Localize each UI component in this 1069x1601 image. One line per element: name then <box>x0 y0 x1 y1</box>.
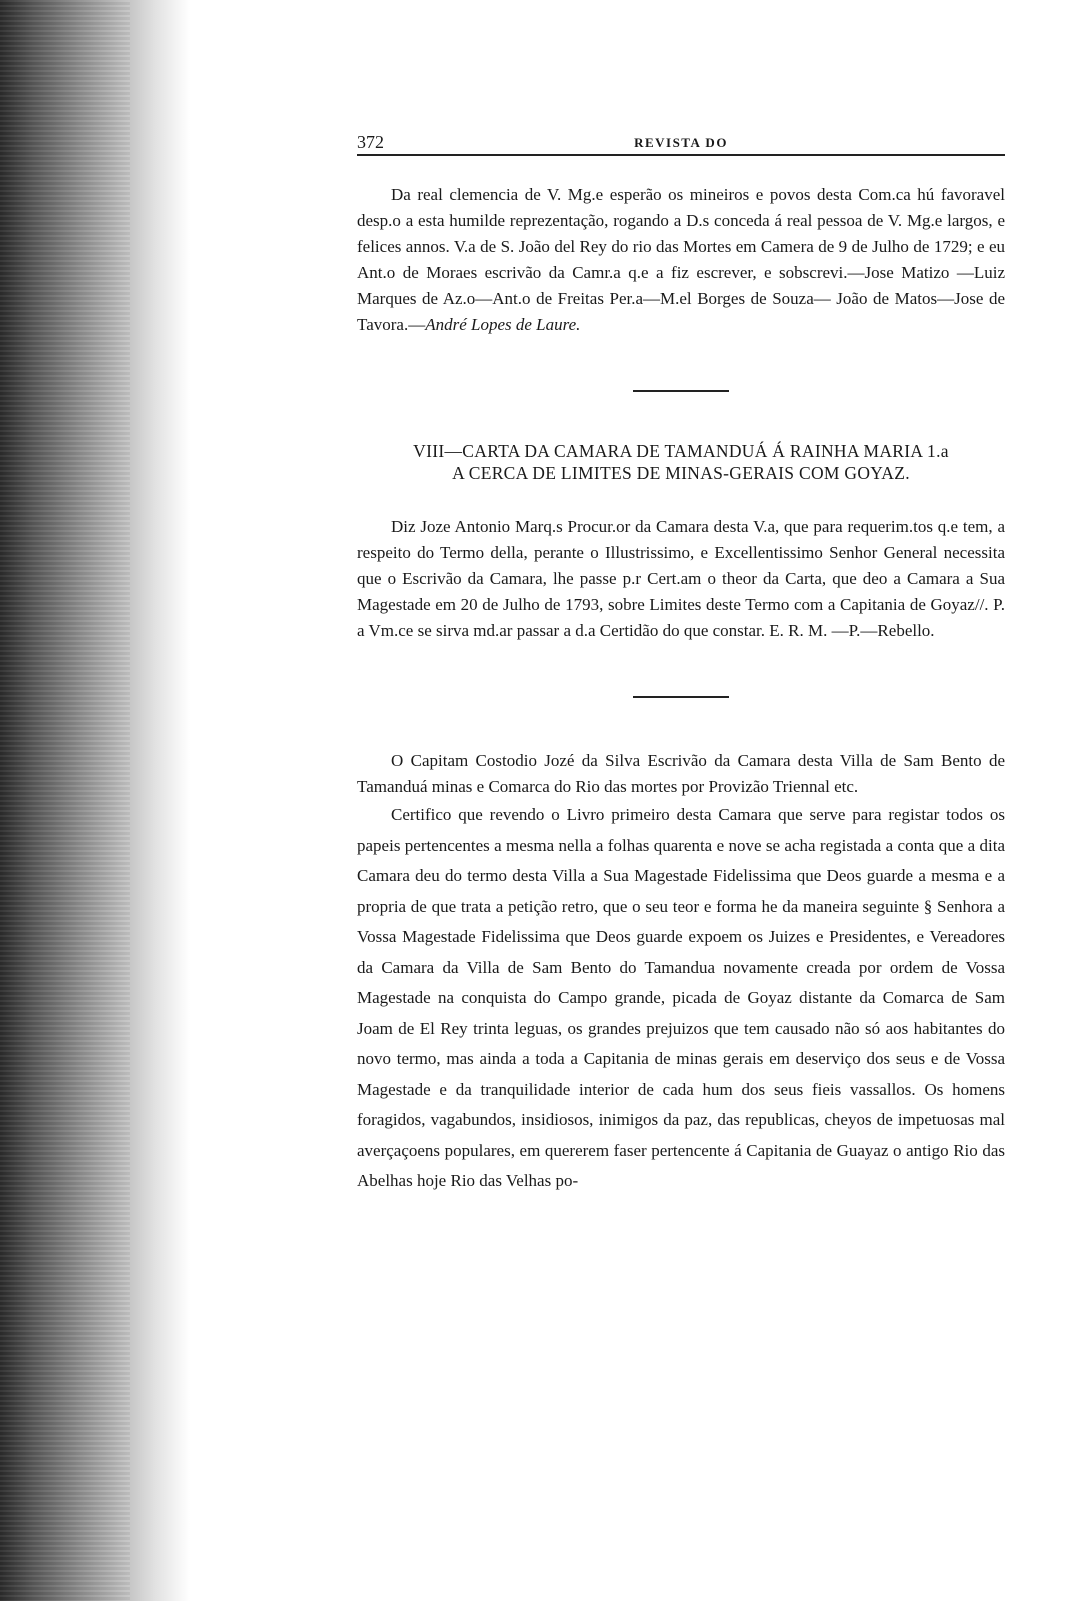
section-heading-line-1: VIII—CARTA DA CAMARA DE TAMANDUÁ Á RAINHA MARIA 1.a <box>413 441 949 461</box>
binding-texture <box>0 0 130 1601</box>
certificate-intro-paragraph: O Capitam Costodio Jozé da Silva Escrivão da Camara desta Villa de Sam Bento de Tamanduá minas e Comarca do Rio das mortes por Provizão Triennal etc. <box>357 751 1005 796</box>
italic-signature: André Lopes de Laure. <box>425 315 581 334</box>
letter-closing-paragraph <box>357 182 1005 338</box>
certificate-body-paragraph: Certifico que revendo o Livro primeiro desta Camara que serve para registar todos os papeis pertencentes a mesma nella a folhas quarenta e nove se acha registada a conta que a dita Camara deu do termo desta Villa a Sua Magestade Fidelissima que Deos guarde a mesma e a propria de que trata a petição retro, que o seu teor e forma he da maneira seguinte § Senhora a Vossa Magestade Fidelissima que Deos guarde expoem os Juizes e Presidentes, e Vereadores da Camara da Villa de Sam Bento do Tamandua novamente creada por ordem de Vossa Magestade na conquista do Campo grande, picada de Goyaz distante da Comarca de Sam Joam de El Rey trinta leguas, os grandes prejuizos que tem causado não só aos habitantes do novo termo, mas ainda a toda a Capitania de minas gerais em deserviço dos seus e de Vossa Magestade e da tranquilidade interior de cada hum dos seus fieis vassallos. Os homens foragidos, vagabundos, insidiosos, inimigos da paz, das republicas, cheyos de impetuosas mal averçaçoens populares, em quererem faser pertencente á Capitania de Guayaz o antigo Rio das Abelhas hoje Rio das Velhas po- <box>357 805 1005 1190</box>
petition-paragraph: Diz Joze Antonio Marq.s Procur.or da Camara desta V.a, que para requerim.tos q.e tem, a respeito do Termo della, perante o Illustrissimo, e Excellentissimo Senhor General necessita que o Escrivão da Camara, lhe passe p.r Cert.am o theor da Carta, que deo a Camara a Sua Magestade em 20 de Julho de 1793, sobre Limites deste Termo com a Capitania de Goyaz//. P. a Vm.ce se sirva md.ar passar a d.a Certidão do que constar. E. R. M. —P.—Rebello. <box>357 517 1005 640</box>
page-number: 372 <box>357 132 384 152</box>
running-title: REVISTA DO <box>634 135 728 150</box>
letter-closing-text: Da real clemencia de V. Mg.e esperão os mineiros e povos desta Com.ca hú favoravel desp.o a esta humilde reprezentação, rogando a D.s conceda á real pessoa de V. Mg.e largos, e felices annos. V.a de S. João del Rey do rio das Mortes em Camera de 9 de Julho de 1729; e eu Ant.o de Moraes escrivão da Camr.a q.e a fiz escrever, e sobscrevi.—Jose Matizo —Luiz Marques de Az.o—Ant.o de Freitas Per.a—M.el Borges de Souza— João de Matos—Jose de Tavora.— <box>357 185 1005 334</box>
section-divider <box>633 390 729 392</box>
running-head <box>357 128 1005 156</box>
section-heading-line-2: A CERCA DE LIMITES DE MINAS-GERAIS COM GOYAZ. <box>452 463 910 483</box>
section-divider <box>633 696 729 698</box>
page <box>357 128 1005 1197</box>
section-heading <box>357 440 1005 484</box>
